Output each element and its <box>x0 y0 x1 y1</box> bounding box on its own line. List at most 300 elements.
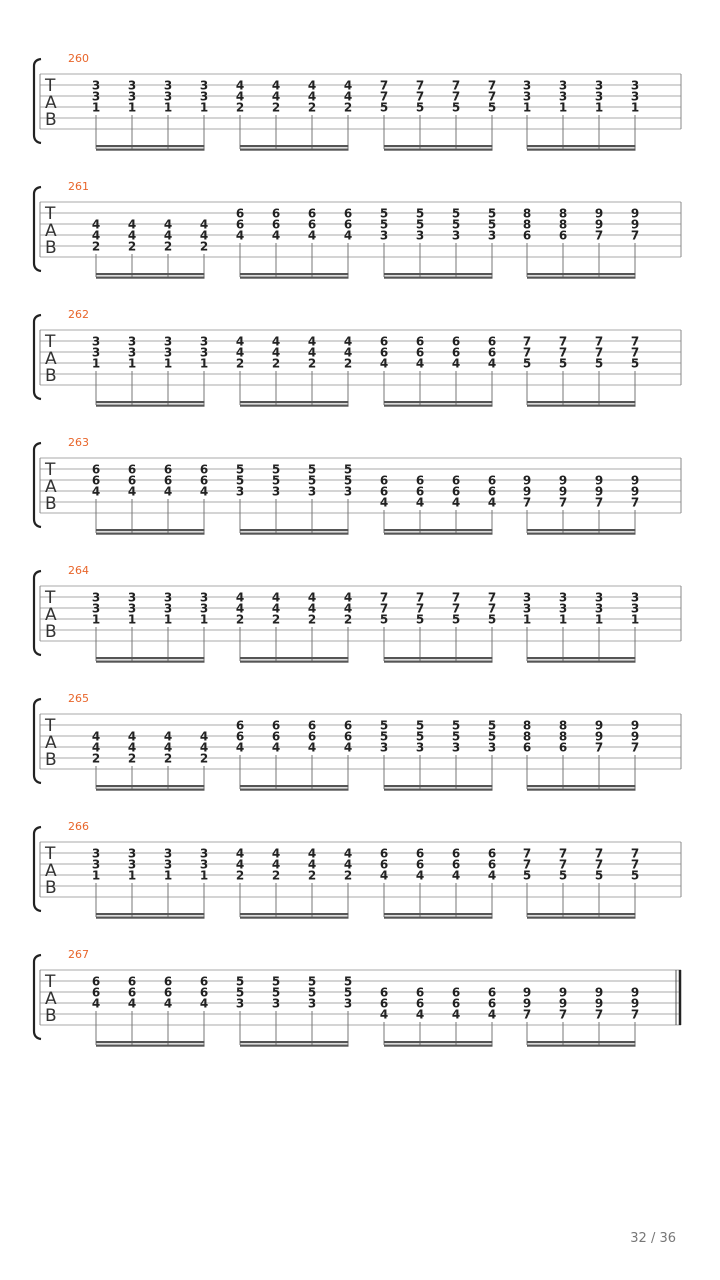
fret-number: 6 <box>451 846 461 861</box>
fret-number: 5 <box>379 612 389 627</box>
fret-number: 7 <box>415 601 425 616</box>
measure-number: 267 <box>68 948 89 961</box>
fret-number: 4 <box>271 78 281 93</box>
beam <box>240 149 349 151</box>
fret-number: 4 <box>235 78 245 93</box>
fret-number: 5 <box>343 473 353 488</box>
fret-number: 7 <box>558 334 568 349</box>
fret-number: 6 <box>379 996 389 1011</box>
tab-clef-letter: B <box>45 366 57 386</box>
fret-number: 4 <box>235 857 245 872</box>
fret-number: 2 <box>235 612 245 627</box>
fret-number: 1 <box>630 100 640 115</box>
fret-number: 5 <box>522 356 532 371</box>
fret-number: 6 <box>307 729 317 744</box>
beam <box>384 533 493 535</box>
fret-number: 9 <box>630 217 640 232</box>
fret-number: 6 <box>379 473 389 488</box>
fret-number: 6 <box>415 334 425 349</box>
fret-number: 1 <box>91 612 101 627</box>
fret-number: 7 <box>451 590 461 605</box>
fret-number: 3 <box>271 484 281 499</box>
fret-number: 7 <box>415 590 425 605</box>
fret-number: 3 <box>127 334 137 349</box>
fret-number: 3 <box>163 78 173 93</box>
fret-number: 7 <box>522 495 532 510</box>
fret-number: 5 <box>271 974 281 989</box>
fret-number: 3 <box>307 996 317 1011</box>
fret-number: 4 <box>415 1007 425 1022</box>
fret-number: 9 <box>594 206 604 221</box>
fret-number: 3 <box>594 89 604 104</box>
tab-clef-letter: B <box>45 622 57 642</box>
tab-system <box>34 308 681 407</box>
tab-clef-letter: B <box>45 494 57 514</box>
fret-number: 7 <box>630 495 640 510</box>
fret-number: 6 <box>487 996 497 1011</box>
beam <box>527 401 636 403</box>
fret-number: 5 <box>522 868 532 883</box>
tab-clef-letter: T <box>45 844 56 864</box>
fret-number: 5 <box>415 206 425 221</box>
fret-number: 4 <box>307 601 317 616</box>
fret-number: 2 <box>343 356 353 371</box>
fret-number: 6 <box>415 857 425 872</box>
beam <box>384 277 493 279</box>
fret-number: 9 <box>630 473 640 488</box>
fret-number: 4 <box>163 228 173 243</box>
fret-number: 7 <box>379 78 389 93</box>
fret-number: 5 <box>379 729 389 744</box>
fret-number: 6 <box>307 217 317 232</box>
fret-number: 7 <box>594 857 604 872</box>
fret-number: 6 <box>415 985 425 1000</box>
fret-number: 6 <box>415 484 425 499</box>
fret-number: 5 <box>415 100 425 115</box>
fret-number: 5 <box>307 462 317 477</box>
tab-system <box>34 52 681 151</box>
measure-number: 262 <box>68 308 89 321</box>
fret-number: 3 <box>127 590 137 605</box>
beam <box>96 401 205 403</box>
beam <box>96 277 205 279</box>
tab-clef-letter: B <box>45 750 57 770</box>
fret-number: 1 <box>91 868 101 883</box>
fret-number: 1 <box>558 612 568 627</box>
fret-number: 9 <box>594 473 604 488</box>
fret-number: 5 <box>307 473 317 488</box>
fret-number: 5 <box>594 868 604 883</box>
beam <box>96 913 205 915</box>
fret-number: 2 <box>127 751 137 766</box>
fret-number: 7 <box>630 228 640 243</box>
beam <box>96 529 205 531</box>
beam <box>384 913 493 915</box>
fret-number: 4 <box>163 484 173 499</box>
fret-number: 6 <box>415 846 425 861</box>
fret-number: 5 <box>343 974 353 989</box>
fret-number: 6 <box>307 718 317 733</box>
fret-number: 4 <box>271 846 281 861</box>
fret-number: 2 <box>307 100 317 115</box>
fret-number: 2 <box>343 868 353 883</box>
fret-number: 4 <box>343 89 353 104</box>
fret-number: 1 <box>163 100 173 115</box>
tab-clef-letter: A <box>45 477 57 497</box>
fret-number: 4 <box>127 484 137 499</box>
fret-number: 9 <box>558 473 568 488</box>
fret-number: 8 <box>558 206 568 221</box>
fret-number: 3 <box>307 484 317 499</box>
fret-number: 4 <box>451 868 461 883</box>
fret-number: 9 <box>630 206 640 221</box>
fret-number: 5 <box>415 729 425 744</box>
fret-number: 6 <box>487 334 497 349</box>
tab-clef-letter: B <box>45 1006 57 1026</box>
fret-number: 6 <box>522 740 532 755</box>
fret-number: 1 <box>199 612 209 627</box>
fret-number: 1 <box>127 868 137 883</box>
fret-number: 3 <box>199 334 209 349</box>
fret-number: 6 <box>379 846 389 861</box>
fret-number: 5 <box>271 462 281 477</box>
tab-clef-letter: A <box>45 349 57 369</box>
fret-number: 1 <box>163 356 173 371</box>
beam <box>240 1045 349 1047</box>
fret-number: 5 <box>451 718 461 733</box>
fret-number: 8 <box>522 217 532 232</box>
fret-number: 3 <box>199 89 209 104</box>
fret-number: 2 <box>307 868 317 883</box>
beam <box>527 789 636 791</box>
fret-number: 6 <box>451 484 461 499</box>
fret-number: 5 <box>235 462 245 477</box>
fret-number: 7 <box>522 345 532 360</box>
fret-number: 7 <box>522 857 532 872</box>
fret-number: 5 <box>307 974 317 989</box>
fret-number: 7 <box>594 1007 604 1022</box>
fret-number: 3 <box>163 334 173 349</box>
fret-number: 4 <box>235 228 245 243</box>
fret-number: 7 <box>630 740 640 755</box>
fret-number: 5 <box>379 217 389 232</box>
fret-number: 6 <box>451 996 461 1011</box>
fret-number: 7 <box>630 857 640 872</box>
fret-number: 4 <box>91 996 101 1011</box>
fret-number: 4 <box>343 740 353 755</box>
fret-number: 1 <box>199 100 209 115</box>
beam <box>527 145 636 147</box>
fret-number: 6 <box>235 206 245 221</box>
fret-number: 6 <box>379 857 389 872</box>
fret-number: 2 <box>235 356 245 371</box>
fret-number: 4 <box>235 345 245 360</box>
fret-number: 3 <box>630 590 640 605</box>
fret-number: 1 <box>127 100 137 115</box>
fret-number: 3 <box>558 601 568 616</box>
fret-number: 4 <box>271 590 281 605</box>
fret-number: 2 <box>199 751 209 766</box>
fret-number: 6 <box>271 729 281 744</box>
fret-number: 2 <box>271 356 281 371</box>
fret-number: 4 <box>199 740 209 755</box>
fret-number: 6 <box>235 718 245 733</box>
fret-number: 4 <box>199 217 209 232</box>
fret-number: 6 <box>127 985 137 1000</box>
fret-number: 2 <box>91 239 101 254</box>
fret-number: 6 <box>199 985 209 1000</box>
beam <box>96 785 205 787</box>
fret-number: 7 <box>558 857 568 872</box>
fret-number: 6 <box>163 473 173 488</box>
fret-number: 5 <box>558 868 568 883</box>
fret-number: 9 <box>558 996 568 1011</box>
tab-clef-letter: T <box>45 972 56 992</box>
fret-number: 5 <box>487 217 497 232</box>
fret-number: 3 <box>343 484 353 499</box>
tab-clef-letter: A <box>45 221 57 241</box>
fret-number: 7 <box>630 345 640 360</box>
fret-number: 6 <box>343 206 353 221</box>
beam <box>240 145 349 147</box>
fret-number: 5 <box>487 718 497 733</box>
fret-number: 7 <box>630 846 640 861</box>
fret-number: 8 <box>522 729 532 744</box>
fret-number: 4 <box>235 601 245 616</box>
fret-number: 4 <box>415 868 425 883</box>
fret-number: 3 <box>91 601 101 616</box>
beam <box>384 657 493 659</box>
beam <box>527 1045 636 1047</box>
fret-number: 6 <box>91 985 101 1000</box>
fret-number: 5 <box>379 718 389 733</box>
fret-number: 1 <box>199 868 209 883</box>
fret-number: 5 <box>271 473 281 488</box>
fret-number: 5 <box>451 206 461 221</box>
fret-number: 3 <box>199 601 209 616</box>
fret-number: 6 <box>127 974 137 989</box>
fret-number: 3 <box>558 590 568 605</box>
fret-number: 4 <box>343 590 353 605</box>
measure-number: 264 <box>68 564 89 577</box>
fret-number: 7 <box>379 590 389 605</box>
fret-number: 4 <box>307 89 317 104</box>
fret-number: 9 <box>594 217 604 232</box>
measure-number: 260 <box>68 52 89 65</box>
fret-number: 5 <box>379 100 389 115</box>
fret-number: 6 <box>235 729 245 744</box>
fret-number: 1 <box>594 100 604 115</box>
fret-number: 3 <box>558 78 568 93</box>
fret-number: 4 <box>127 740 137 755</box>
tab-system <box>34 948 681 1047</box>
fret-number: 3 <box>91 78 101 93</box>
fret-number: 7 <box>487 601 497 616</box>
fret-number: 2 <box>127 239 137 254</box>
fret-number: 4 <box>91 228 101 243</box>
fret-number: 2 <box>163 239 173 254</box>
fret-number: 5 <box>487 729 497 744</box>
fret-number: 4 <box>379 356 389 371</box>
fret-number: 6 <box>522 228 532 243</box>
fret-number: 4 <box>307 857 317 872</box>
fret-number: 3 <box>630 601 640 616</box>
fret-number: 4 <box>487 1007 497 1022</box>
fret-number: 6 <box>163 985 173 1000</box>
beam <box>384 273 493 275</box>
fret-number: 6 <box>451 985 461 1000</box>
fret-number: 3 <box>594 78 604 93</box>
fret-number: 5 <box>415 612 425 627</box>
fret-number: 2 <box>343 100 353 115</box>
fret-number: 7 <box>379 601 389 616</box>
fret-number: 6 <box>343 718 353 733</box>
fret-number: 2 <box>307 356 317 371</box>
fret-number: 9 <box>630 484 640 499</box>
fret-number: 4 <box>163 996 173 1011</box>
fret-number: 3 <box>163 857 173 872</box>
fret-number: 3 <box>271 996 281 1011</box>
fret-number: 4 <box>271 740 281 755</box>
fret-number: 7 <box>451 601 461 616</box>
fret-number: 3 <box>379 228 389 243</box>
beam <box>384 401 493 403</box>
beam <box>240 913 349 915</box>
fret-number: 3 <box>522 590 532 605</box>
fret-number: 5 <box>235 985 245 1000</box>
fret-number: 3 <box>127 857 137 872</box>
beam <box>240 273 349 275</box>
fret-number: 7 <box>594 334 604 349</box>
fret-number: 3 <box>163 846 173 861</box>
tab-system <box>34 180 681 279</box>
fret-number: 7 <box>594 740 604 755</box>
fret-number: 3 <box>91 857 101 872</box>
fret-number: 4 <box>235 334 245 349</box>
fret-number: 4 <box>307 740 317 755</box>
fret-number: 9 <box>594 996 604 1011</box>
beam <box>384 1045 493 1047</box>
fret-number: 5 <box>343 462 353 477</box>
beam <box>240 657 349 659</box>
fret-number: 8 <box>558 217 568 232</box>
fret-number: 5 <box>235 473 245 488</box>
page-number: 32 / 36 <box>630 1231 676 1246</box>
fret-number: 6 <box>451 857 461 872</box>
tab-system <box>34 692 681 791</box>
fret-number: 7 <box>379 89 389 104</box>
fret-number: 6 <box>199 473 209 488</box>
fret-number: 5 <box>451 612 461 627</box>
fret-number: 7 <box>558 345 568 360</box>
tab-clef-letter: B <box>45 238 57 258</box>
beam <box>240 917 349 919</box>
fret-number: 3 <box>522 78 532 93</box>
fret-number: 7 <box>487 89 497 104</box>
beam <box>527 149 636 151</box>
beam <box>384 785 493 787</box>
fret-number: 1 <box>127 612 137 627</box>
beam <box>527 785 636 787</box>
fret-number: 3 <box>127 89 137 104</box>
fret-number: 1 <box>522 100 532 115</box>
tab-clef-letter: T <box>45 332 56 352</box>
tab-clef-letter: T <box>45 76 56 96</box>
beam <box>240 661 349 663</box>
fret-number: 3 <box>235 996 245 1011</box>
fret-number: 3 <box>343 996 353 1011</box>
fret-number: 5 <box>451 100 461 115</box>
fret-number: 4 <box>379 1007 389 1022</box>
fret-number: 7 <box>630 334 640 349</box>
tab-clef-letter: A <box>45 989 57 1009</box>
fret-number: 3 <box>199 846 209 861</box>
beam <box>240 1041 349 1043</box>
fret-number: 4 <box>127 228 137 243</box>
fret-number: 5 <box>451 729 461 744</box>
fret-number: 2 <box>343 612 353 627</box>
fret-number: 6 <box>451 334 461 349</box>
fret-number: 6 <box>379 345 389 360</box>
fret-number: 2 <box>235 100 245 115</box>
fret-number: 8 <box>558 729 568 744</box>
fret-number: 6 <box>91 974 101 989</box>
fret-number: 9 <box>630 985 640 1000</box>
fret-number: 2 <box>235 868 245 883</box>
fret-number: 4 <box>235 89 245 104</box>
fret-number: 3 <box>415 740 425 755</box>
fret-number: 3 <box>163 345 173 360</box>
fret-number: 7 <box>487 590 497 605</box>
fret-number: 4 <box>127 729 137 744</box>
fret-number: 6 <box>379 484 389 499</box>
fret-number: 4 <box>163 740 173 755</box>
fret-number: 3 <box>91 345 101 360</box>
fret-number: 4 <box>271 334 281 349</box>
fret-number: 2 <box>163 751 173 766</box>
tab-system <box>34 564 681 663</box>
fret-number: 7 <box>558 1007 568 1022</box>
fret-number: 2 <box>271 612 281 627</box>
fret-number: 3 <box>91 334 101 349</box>
beam <box>96 1045 205 1047</box>
fret-number: 3 <box>415 228 425 243</box>
fret-number: 4 <box>487 495 497 510</box>
fret-number: 2 <box>271 100 281 115</box>
tab-clef-letter: A <box>45 861 57 881</box>
fret-number: 7 <box>558 495 568 510</box>
fret-number: 9 <box>522 985 532 1000</box>
fret-number: 9 <box>522 473 532 488</box>
fret-number: 4 <box>235 846 245 861</box>
fret-number: 3 <box>91 89 101 104</box>
fret-number: 6 <box>558 740 568 755</box>
fret-number: 3 <box>199 590 209 605</box>
fret-number: 4 <box>487 356 497 371</box>
beam <box>240 529 349 531</box>
fret-number: 6 <box>415 345 425 360</box>
fret-number: 4 <box>343 334 353 349</box>
fret-number: 5 <box>235 974 245 989</box>
fret-number: 3 <box>127 78 137 93</box>
fret-number: 5 <box>487 612 497 627</box>
tab-clef-letter: T <box>45 460 56 480</box>
fret-number: 4 <box>271 601 281 616</box>
beam <box>96 533 205 535</box>
fret-number: 9 <box>558 484 568 499</box>
beam <box>240 277 349 279</box>
fret-number: 4 <box>199 996 209 1011</box>
